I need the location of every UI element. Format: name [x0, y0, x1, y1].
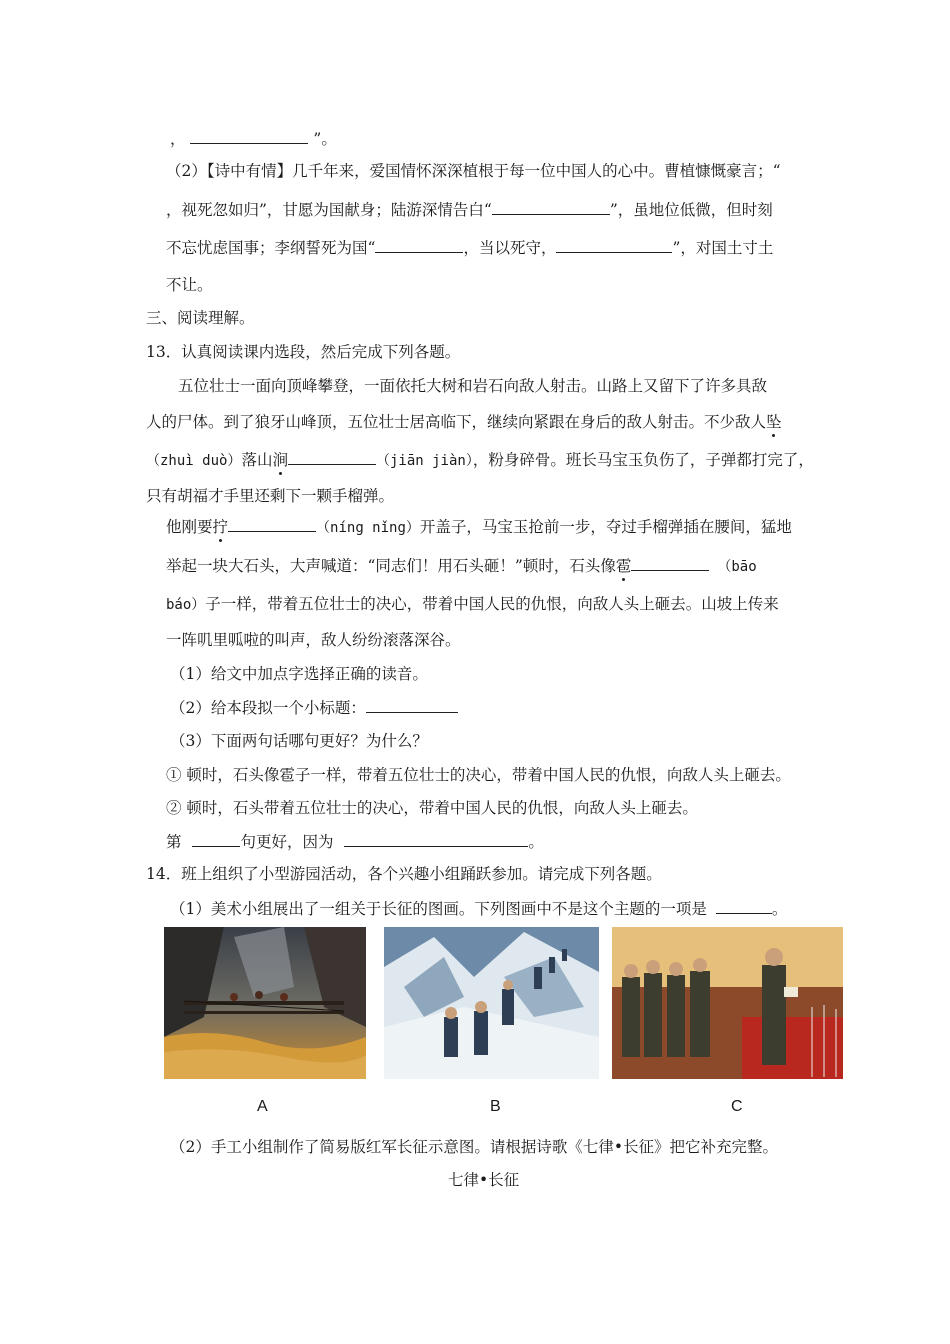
text: 不忘忧虑国事；李纲誓死为国“ — [166, 239, 376, 257]
fill-line-5: 不让。 — [166, 276, 213, 294]
blank-4[interactable] — [556, 237, 672, 253]
passage-line-8: 一阵叽里呱啦的叫声，敌人纷纷滚落深谷。 — [166, 631, 461, 649]
painting-b-art — [384, 927, 599, 1079]
subq-1: （1）给文中加点字选择正确的读音。 — [170, 665, 428, 683]
painting-a[interactable] — [164, 927, 366, 1079]
dotted-char: 拧 — [212, 518, 229, 536]
painting-c[interactable] — [612, 927, 843, 1079]
text: 开盖子，马宝玉抢前一步，夺过手榴弹插在腰间，猛地 — [419, 518, 792, 536]
blank-picture[interactable] — [716, 898, 772, 914]
painting-a-art — [164, 927, 366, 1079]
fill-line-1 — [170, 128, 337, 149]
pinyin-option: báo） — [166, 597, 206, 613]
text: ， — [170, 130, 186, 148]
text: 。 — [771, 900, 788, 918]
question-13: 13．认真阅读课内选段，然后完成下列各题。 — [146, 343, 461, 361]
blank-3[interactable] — [375, 237, 463, 253]
painting-b[interactable] — [384, 927, 599, 1079]
option-2: ② 顿时，石头带着五位壮士的决心，带着中国人民的仇恨，向敌人头上砸去。 — [166, 799, 698, 817]
question-14: 14．班上组织了小型游园活动，各个兴趣小组踊跃参加。请完成下列各题。 — [146, 865, 662, 883]
dotted-char: 坠 — [766, 413, 782, 431]
subq-2 — [170, 697, 458, 718]
dotted-char: 雹 — [615, 557, 632, 575]
text: 第 — [166, 833, 182, 851]
dotted-char: 涧 — [272, 451, 288, 469]
poem-title: 七律•长征 — [448, 1171, 520, 1189]
poem-question-2: （2）【诗中有情】几千年来，爱国情怀深深植根于每一位中国人的心中。曹植慷慨豪言；“ — [166, 162, 781, 180]
blank-choice[interactable] — [192, 831, 240, 847]
text: 句更好，因为 — [240, 833, 334, 851]
painting-c-art — [612, 927, 843, 1079]
pinyin-option: （zhuì duò） — [146, 453, 242, 469]
blank-reason[interactable] — [344, 831, 528, 847]
pinyin-option: （níng nǐng） — [316, 520, 420, 536]
text: 举起一块大石头，大声喊道：“同志们！用石头砸！”顿时，石头像 — [166, 557, 616, 575]
text: 。 — [528, 833, 544, 851]
text: ”，虽地位低微，但时刻 — [609, 201, 773, 219]
section-heading: 三、阅读理解。 — [146, 309, 255, 327]
caption-b: B — [490, 1098, 501, 1115]
text: ，视死忽如归”，甘愿为国献身；陆游深情告白“ — [166, 201, 492, 219]
answer-line — [166, 831, 544, 852]
question-14-2: （2）手工小组制作了简易版红军长征示意图。请根据诗歌《七律•长征》把它补充完整。 — [170, 1138, 779, 1156]
passage-line-4: 只有胡福才手里还剩下一颗手榴弹。 — [146, 487, 395, 505]
blank-7[interactable] — [631, 555, 709, 571]
text: （2）给本段拟一个小标题： — [170, 699, 366, 717]
text: 落山 — [241, 451, 273, 469]
blank-6[interactable] — [228, 516, 316, 532]
text: 他刚要 — [166, 518, 213, 536]
text: 子一样，带着五位壮士的决心，带着中国人民的仇恨，向敌人头上砸去。山坡上传来 — [205, 595, 779, 613]
passage-line-3 — [146, 449, 814, 471]
passage-line-5 — [166, 516, 792, 538]
caption-a: A — [257, 1098, 268, 1115]
pinyin-option: （bāo — [717, 559, 757, 575]
passage-line-7 — [166, 594, 779, 615]
text: ”。 — [313, 130, 337, 148]
pinyin-option: （jiān jiàn） — [375, 453, 473, 469]
subq-3: （3）下面两句话哪句更好？为什么？ — [170, 732, 428, 750]
passage-line-2 — [146, 412, 782, 432]
blank-1[interactable] — [190, 128, 308, 144]
fill-line-3 — [166, 199, 773, 220]
text: （1）美术小组展出了一组关于长征的图画。下列图画中不是这个主题的一项是 — [170, 900, 707, 918]
blank-5[interactable] — [288, 449, 376, 465]
blank-2[interactable] — [492, 199, 610, 215]
text: ，粉身碎骨。班长马宝玉负伤了，子弹都打完了， — [472, 451, 814, 469]
text: ”，对国土寸土 — [672, 239, 774, 257]
passage-line-6 — [166, 555, 757, 577]
fill-line-4 — [166, 237, 773, 258]
caption-c: C — [731, 1098, 743, 1115]
text: ，当以死守， — [463, 239, 557, 257]
blank-title[interactable] — [366, 697, 458, 713]
passage-line-1: 五位壮士一面向顶峰攀登，一面依托大树和岩石向敌人射击。山路上又留下了许多具敌 — [178, 377, 768, 395]
question-14-1 — [170, 898, 787, 919]
text: 人的尸体。到了狼牙山峰顶，五位壮士居高临下，继续向紧跟在身后的敌人射击。不少敌人 — [146, 413, 767, 431]
option-1: ① 顿时，石头像雹子一样，带着五位壮士的决心，带着中国人民的仇恨，向敌人头上砸去。 — [166, 766, 791, 784]
